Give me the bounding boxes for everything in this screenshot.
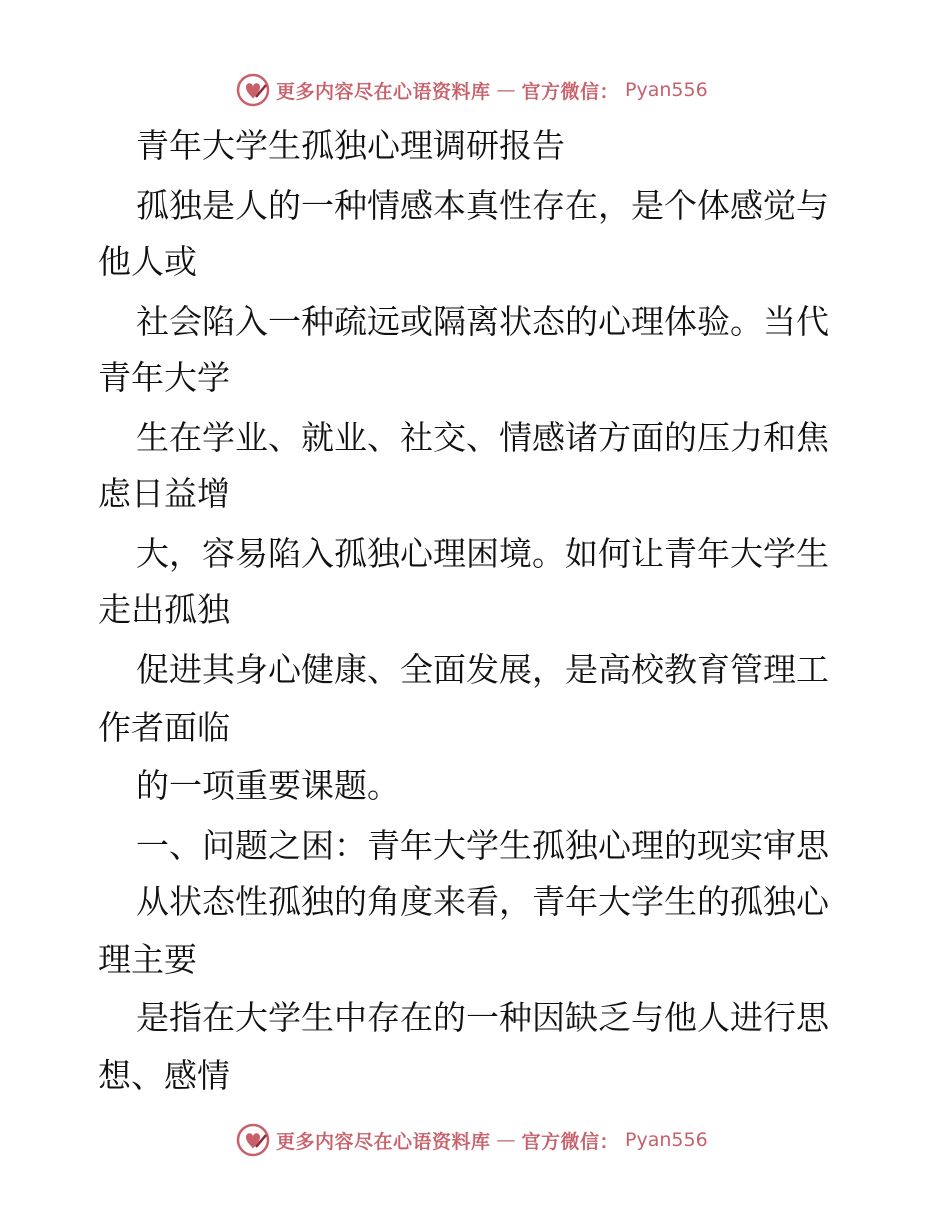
paragraph-line: 生在学业、就业、社交、情感诸方面的压力和焦	[136, 418, 829, 457]
document-title: 青年大学生孤独心理调研报告	[136, 126, 565, 165]
paragraph-line: 青年大学	[98, 358, 230, 397]
watermark-dash: —	[496, 79, 516, 101]
heart-pen-logo-icon	[236, 73, 270, 107]
paragraph-line: 社会陷入一种疏远或隔离状态的心理体验。当代	[136, 302, 829, 341]
section-heading: 一、问题之困：青年大学生孤独心理的现实审思	[136, 826, 829, 865]
watermark-wechat-label: 官方微信：	[521, 1130, 620, 1153]
watermark-wechat-id: Pyan556	[625, 79, 708, 101]
watermark-text: 更多内容尽在心语资料库	[276, 1130, 491, 1153]
watermark-wechat-label: 官方微信：	[521, 80, 620, 103]
paragraph-line: 理主要	[98, 940, 197, 979]
watermark-dash: —	[496, 1129, 516, 1151]
paragraph-line: 走出孤独	[98, 590, 230, 629]
footer-watermark	[236, 1122, 708, 1158]
paragraph-line: 作者面临	[98, 708, 230, 747]
watermark-text: 更多内容尽在心语资料库	[276, 80, 491, 103]
paragraph-line: 是指在大学生中存在的一种因缺乏与他人进行思	[136, 998, 829, 1037]
paragraph-line: 的一项重要课题。	[136, 766, 400, 805]
paragraph-line: 大，容易陷入孤独心理困境。如何让青年大学生	[136, 534, 829, 573]
paragraph-line: 想、感情	[98, 1056, 230, 1095]
header-watermark	[236, 72, 708, 108]
heart-pen-logo-icon	[236, 1123, 270, 1157]
paragraph-line: 从状态性孤独的角度来看，青年大学生的孤独心	[136, 882, 829, 921]
paragraph-line: 他人或	[98, 242, 197, 281]
paragraph-line: 促进其身心健康、全面发展，是高校教育管理工	[136, 650, 829, 689]
watermark-wechat-id: Pyan556	[625, 1129, 708, 1151]
paragraph-line: 虑日益增	[98, 474, 230, 513]
paragraph-line: 孤独是人的一种情感本真性存在，是个体感觉与	[136, 186, 829, 225]
